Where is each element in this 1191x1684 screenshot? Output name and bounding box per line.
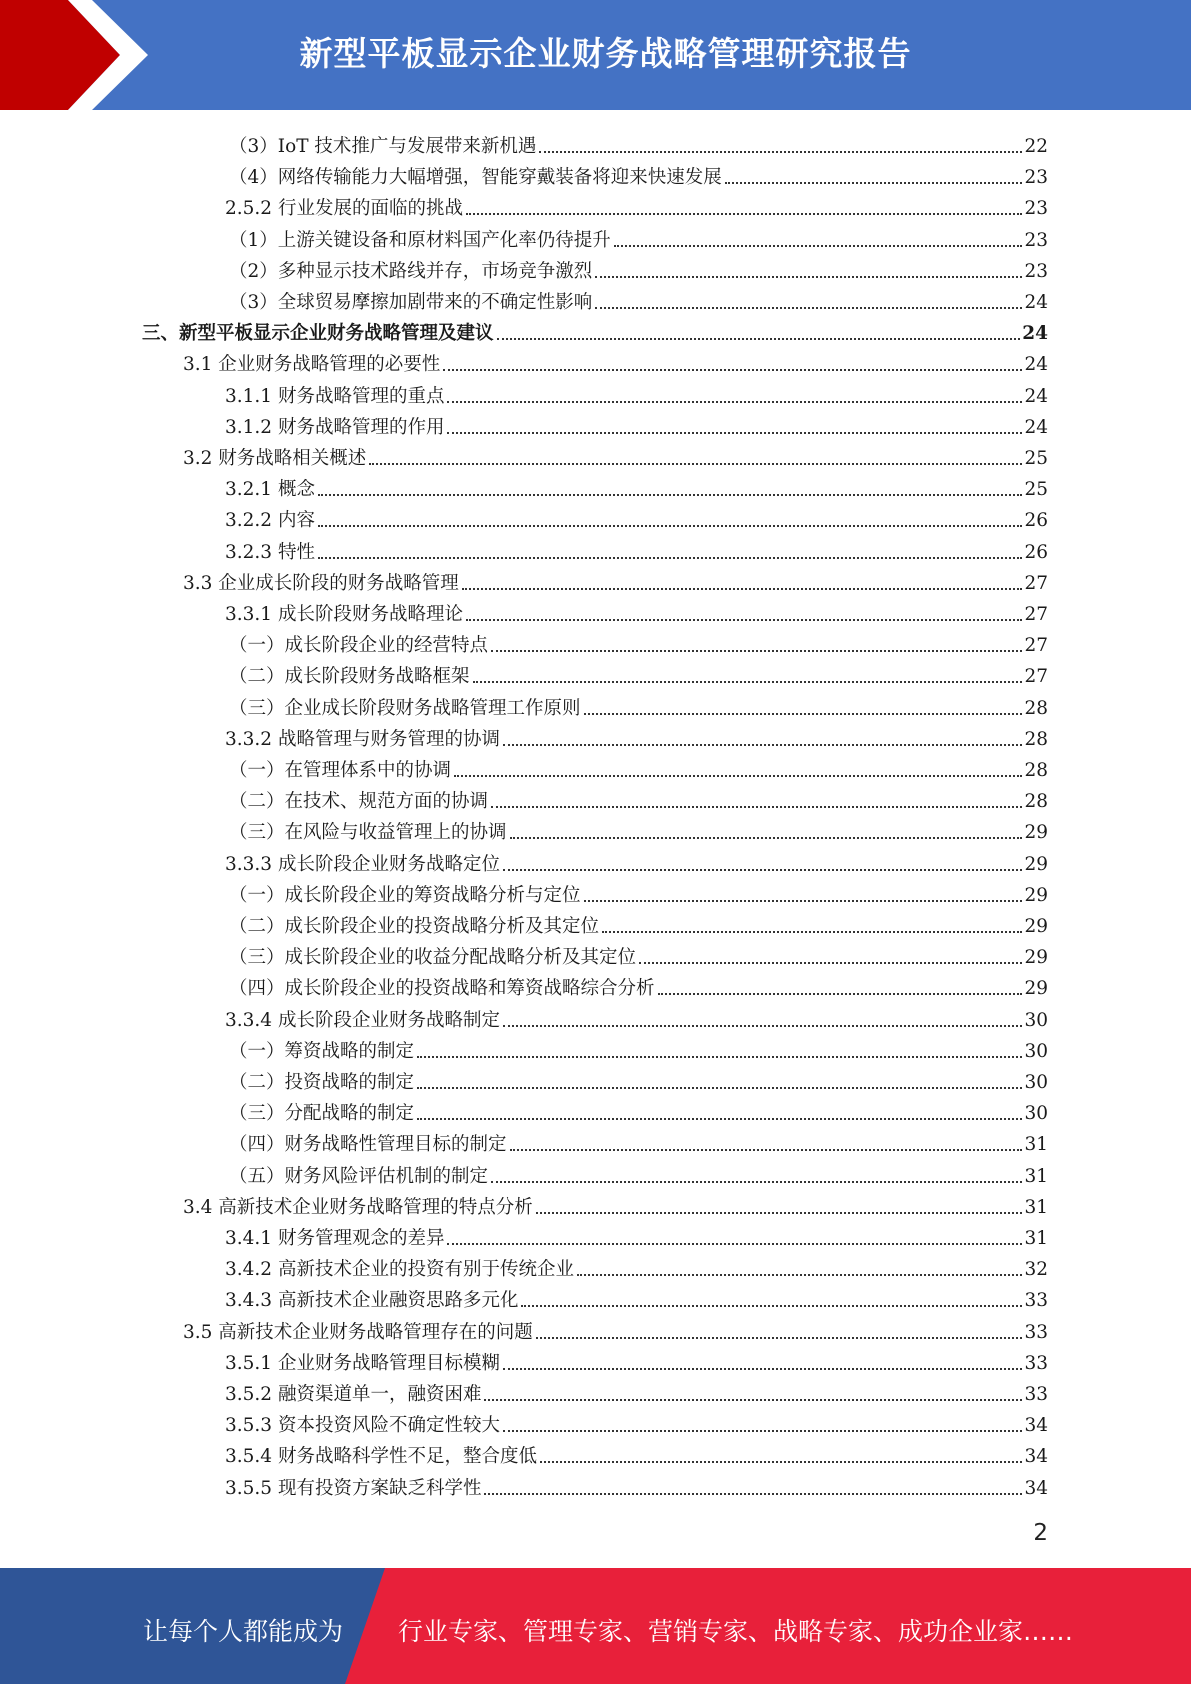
toc-entry[interactable] [229,1158,1048,1189]
toc-dot-leader [602,930,1022,933]
toc-dot-leader [497,337,1021,340]
toc-entry[interactable] [225,721,1048,752]
toc-entry-page: 33 [1024,1384,1048,1405]
toc-entry-page: 29 [1024,822,1048,844]
toc-entry-page: 23 [1024,260,1048,282]
toc-entry[interactable] [183,1314,1048,1345]
toc-dot-leader [417,1117,1022,1120]
toc-dot-leader [521,1304,1022,1307]
toc-dot-leader [540,1460,1022,1463]
toc-entry-label: （五）财务风险评估机制的制定 [229,1165,489,1187]
toc-entry-label: （二）成长阶段财务战略框架 [229,666,470,688]
toc-entry[interactable] [229,284,1048,315]
toc-entry-label: 3.3.2 战略管理与财务管理的协调 [225,728,500,750]
toc-entry-label: 3.4 高新技术企业财务战略管理的特点分析 [183,1196,533,1218]
toc-entry[interactable] [183,565,1048,596]
toc-entry-page: 24 [1022,323,1048,345]
toc-entry-label: （1）上游关键设备和原材料国产化率仍待提升 [229,229,611,251]
toc-entry-page: 33 [1024,1321,1048,1343]
toc-entry-page: 27 [1024,572,1048,594]
toc-entry-label: 3.3.4 成长阶段企业财务战略制定 [225,1009,500,1031]
toc-entry[interactable] [229,222,1048,253]
toc-entry[interactable] [225,1220,1048,1251]
toc-entry-page: 23 [1024,198,1048,220]
toc-entry-label: 3.3 企业成长阶段的财务战略管理 [183,572,459,594]
toc-entry[interactable] [229,658,1048,689]
toc-dot-leader [462,587,1023,590]
toc-entry-page: 22 [1024,136,1048,157]
toc-entry-label: （一）成长阶段企业的筹资战略分析与定位 [229,884,581,906]
toc-entry[interactable] [225,409,1048,440]
toc-entry[interactable] [225,1282,1048,1313]
toc-entry-label: （一）在管理体系中的协调 [229,760,452,781]
toc-entry-page: 30 [1024,1040,1048,1062]
toc-entry-label: （二）在技术、规范方面的协调 [229,791,489,813]
toc-dot-leader [510,836,1023,839]
toc-entry-label: （2）多种显示技术路线并存，市场竞争激烈 [229,260,593,282]
toc-entry-page: 26 [1024,541,1048,563]
toc-entry-label: 3.2.1 概念 [225,479,315,501]
toc-entry-page: 34 [1024,1415,1048,1437]
toc-dot-leader [454,774,1022,777]
toc-dot-leader [318,493,1023,496]
toc-entry-label: （二）成长阶段企业的投资战略分析及其定位 [229,916,600,937]
toc-entry-page: 29 [1024,884,1048,906]
toc-dot-leader [510,1148,1023,1151]
toc-dot-leader [536,1336,1023,1339]
toc-dot-leader [447,431,1022,434]
toc-dot-leader [577,1273,1022,1276]
toc-entry-page: 29 [1024,916,1048,937]
toc-entry[interactable] [225,1002,1048,1033]
toc-entry-page: 31 [1024,1134,1048,1156]
toc-entry-label: （三）企业成长阶段财务战略管理工作原则 [229,697,581,719]
toc-entry[interactable] [225,502,1048,533]
footer-slogan-right: 行业专家、管理专家、营销专家、战略专家、成功企业家…… [398,1617,1074,1646]
toc-entry[interactable] [229,627,1048,658]
toc-entry-page: 23 [1024,167,1048,189]
toc-entry-label: （3）全球贸易摩擦加剧带来的不确定性影响 [229,292,593,313]
toc-entry-page: 30 [1024,1009,1048,1031]
toc-dot-leader [491,649,1022,652]
toc-entry-label: （四）财务战略性管理目标的制定 [229,1134,507,1156]
toc-entry[interactable] [229,128,1048,159]
toc-entry[interactable] [225,1345,1048,1376]
toc-entry-page: 24 [1024,385,1048,407]
toc-entry-page: 34 [1024,1446,1048,1468]
toc-entry-label: 3.5.4 财务战略科学性不足，整合度低 [225,1446,537,1468]
toc-dot-leader [443,368,1022,371]
toc-entry[interactable] [229,783,1048,814]
toc-entry-page: 33 [1024,1352,1048,1374]
toc-entry[interactable] [183,440,1048,471]
toc-entry-page: 31 [1024,1165,1048,1187]
toc-entry-page: 29 [1024,947,1048,969]
toc-entry[interactable] [225,1438,1048,1469]
toc-entry-page: 24 [1024,416,1048,438]
toc-entry[interactable] [225,1376,1048,1407]
toc-dot-leader [503,1429,1022,1432]
toc-entry-page: 27 [1024,666,1048,688]
toc-dot-leader [491,1180,1022,1183]
toc-dot-leader [484,1492,1022,1495]
toc-dot-leader [318,556,1023,559]
toc-entry[interactable] [229,1126,1048,1157]
toc-entry-label: 3.5.1 企业财务战略管理目标模糊 [225,1352,500,1374]
toc-entry-label: 3.3.1 成长阶段财务战略理论 [225,604,463,625]
toc-entry-page: 25 [1024,448,1048,469]
toc-dot-leader [584,712,1023,715]
toc-entry[interactable] [229,908,1048,939]
toc-entry-page: 27 [1024,635,1048,657]
toc-entry[interactable] [142,315,1048,346]
toc-entry-page: 28 [1024,760,1048,781]
toc-entry[interactable] [183,346,1048,377]
toc-entry-page: 24 [1024,292,1048,313]
toc-entry-label: 3.4.1 财务管理观念的差异 [225,1228,445,1249]
toc-entry[interactable] [229,159,1048,190]
toc-dot-leader [539,150,1022,153]
toc-entry[interactable] [229,814,1048,845]
toc-entry-page: 34 [1024,1477,1048,1499]
toc-entry[interactable] [225,1251,1048,1282]
toc-entry[interactable] [229,690,1048,721]
toc-entry-page: 31 [1024,1228,1048,1249]
toc-entry-label: 3.5 高新技术企业财务战略管理存在的问题 [183,1321,533,1343]
toc-dot-leader [473,680,1023,683]
toc-dot-leader [417,1055,1022,1058]
toc-dot-leader [658,992,1023,995]
toc-entry[interactable] [229,877,1048,908]
toc-entry[interactable] [225,1470,1048,1501]
toc-entry-label: 3.1.1 财务战略管理的重点 [225,385,445,407]
toc-dot-leader [466,212,1022,215]
toc-entry-label: （3）IoT 技术推广与发展带来新机遇 [229,136,537,157]
toc-entry[interactable] [225,1407,1048,1438]
toc-entry-page: 29 [1024,853,1048,875]
toc-dot-leader [584,899,1023,902]
toc-entry[interactable] [225,596,1048,627]
toc-entry-label: （三）成长阶段企业的收益分配战略分析及其定位 [229,947,637,969]
toc-dot-leader [536,1211,1023,1214]
toc-entry-label: （三）分配战略的制定 [229,1103,415,1125]
toc-dot-leader [447,400,1022,403]
toc-entry-label: 2.5.2 行业发展的面临的挑战 [225,198,463,220]
toc-entry-label: 三、新型平板显示企业财务战略管理及建议 [142,323,494,345]
toc-entry[interactable] [225,190,1048,221]
toc-entry[interactable] [229,970,1048,1001]
toc-entry[interactable] [225,378,1048,409]
toc-dot-leader [369,462,1022,465]
footer-banner [0,1568,1191,1684]
header-banner [0,0,1191,110]
toc-entry[interactable] [183,1189,1048,1220]
toc-entry[interactable] [229,939,1048,970]
toc-entry-label: 3.1.2 财务战略管理的作用 [225,416,445,438]
toc-entry[interactable] [229,1064,1048,1095]
toc-entry-label: 3.2.3 特性 [225,541,315,563]
toc-entry-page: 29 [1024,978,1048,1000]
toc-entry-page: 33 [1024,1290,1048,1312]
toc-entry[interactable] [225,471,1048,502]
toc-entry-page: 28 [1024,728,1048,750]
toc-dot-leader [484,1398,1022,1401]
toc-entry-page: 24 [1024,354,1048,376]
footer-slogan-left: 让每个人都能成为 [143,1617,344,1646]
toc-entry-label: （一）成长阶段企业的经营特点 [229,635,489,657]
toc-entry-page: 25 [1024,479,1048,501]
toc-dot-leader [595,275,1022,278]
toc-entry-page: 28 [1024,697,1048,719]
toc-entry[interactable] [229,1095,1048,1126]
toc-entry-page: 30 [1024,1072,1048,1093]
toc-entry-page: 30 [1024,1103,1048,1125]
report-title: 新型平板显示企业财务战略管理研究报告 [299,34,912,73]
toc-entry-page: 28 [1024,791,1048,813]
toc-entry-page: 26 [1024,510,1048,532]
toc-entry-page: 32 [1024,1259,1048,1281]
toc-entry-label: 3.5.5 现有投资方案缺乏科学性 [225,1477,482,1499]
toc-entry[interactable] [229,253,1048,284]
toc-dot-leader [595,306,1022,309]
toc-entry-label: 3.3.3 成长阶段企业财务战略定位 [225,853,500,875]
toc-entry-label: （4）网络传输能力大幅增强，智能穿戴装备将迎来快速发展 [229,167,722,189]
toc-dot-leader [614,244,1023,247]
toc-entry-page: 23 [1024,229,1048,251]
page-number: 2 [1033,1520,1048,1546]
toc-dot-leader [639,961,1022,964]
toc-dot-leader [503,743,1022,746]
toc-entry-page: 27 [1024,604,1048,625]
toc-dot-leader [725,181,1023,184]
toc-entry-label: （三）在风险与收益管理上的协调 [229,822,507,844]
toc-entry[interactable] [225,846,1048,877]
toc-entry[interactable] [229,1033,1048,1064]
toc-dot-leader [503,868,1022,871]
toc-entry-label: 3.2.2 内容 [225,510,315,532]
toc-dot-leader [417,1086,1022,1089]
toc-entry[interactable] [225,534,1048,565]
toc-dot-leader [318,524,1023,527]
toc-dot-leader [447,1242,1022,1245]
toc-dot-leader [491,805,1022,808]
toc-entry-label: （一）筹资战略的制定 [229,1040,415,1062]
toc-entry-label: 3.4.2 高新技术企业的投资有别于传统企业 [225,1259,574,1281]
toc-dot-leader [503,1367,1022,1370]
toc-dot-leader [466,618,1022,621]
toc-entry-label: 3.4.3 高新技术企业融资思路多元化 [225,1290,519,1312]
toc-entry-label: 3.5.2 融资渠道单一，融资困难 [225,1384,482,1405]
toc-entry-label: 3.2 财务战略相关概述 [183,448,367,469]
toc-entry-label: （二）投资战略的制定 [229,1072,415,1093]
toc-entry[interactable] [229,752,1048,783]
toc-dot-leader [503,1024,1022,1027]
toc-entry-label: 3.1 企业财务战略管理的必要性 [183,354,441,376]
toc-entry-label: （四）成长阶段企业的投资战略和筹资战略综合分析 [229,978,655,1000]
toc-entry-page: 31 [1024,1196,1048,1218]
toc-entry-label: 3.5.3 资本投资风险不确定性较大 [225,1415,500,1437]
